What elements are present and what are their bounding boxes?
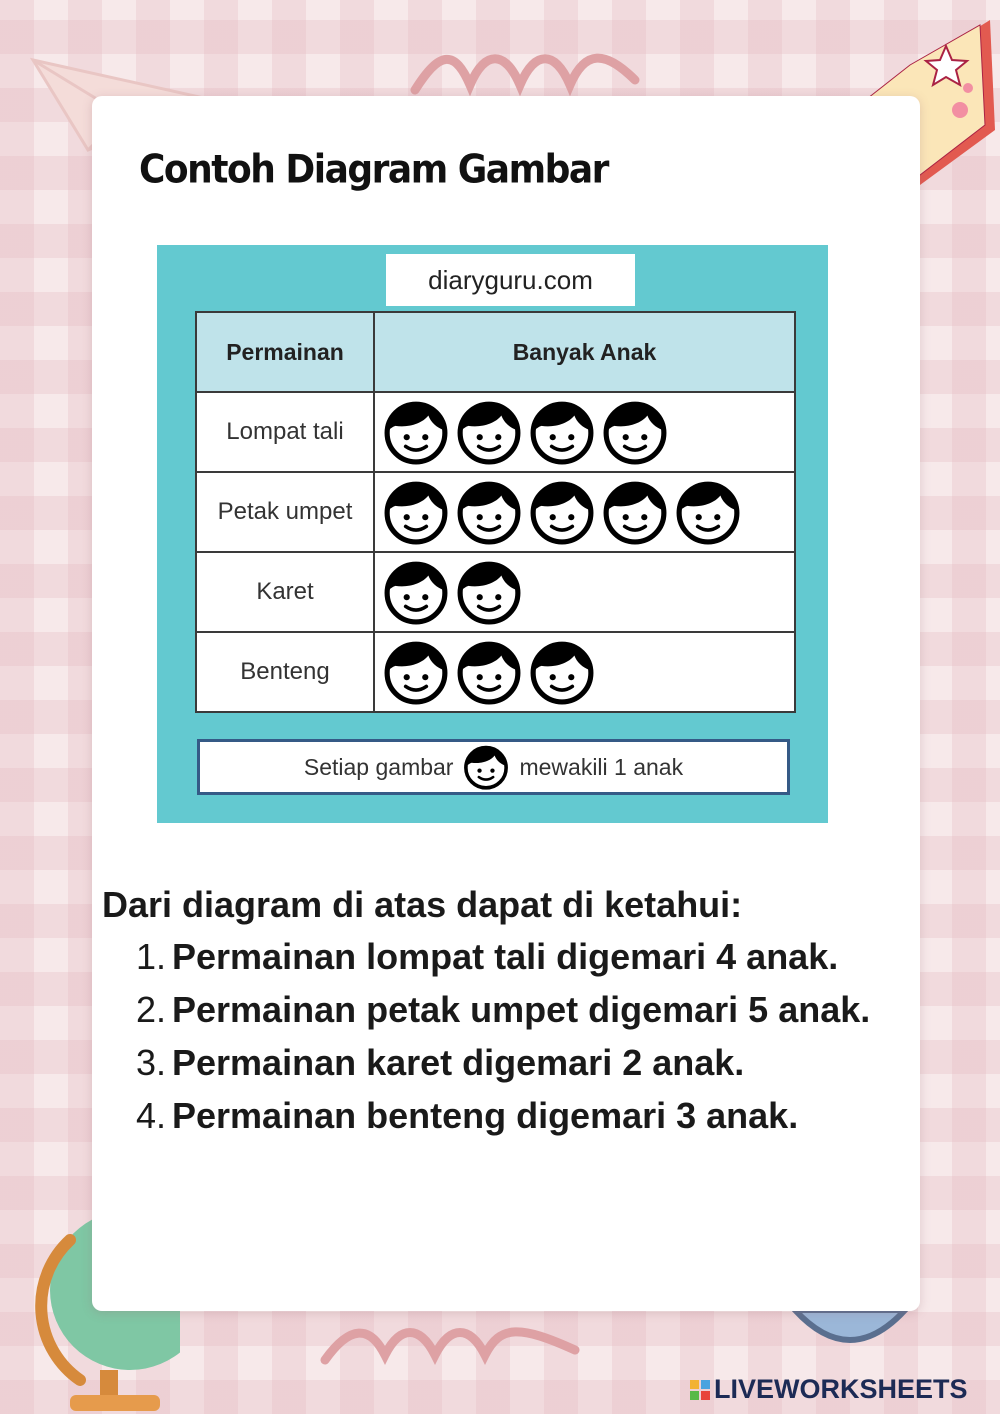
row-label-benteng: Benteng xyxy=(196,632,374,712)
row-faces xyxy=(374,552,795,632)
face-icon xyxy=(456,479,522,545)
list-number: 4. xyxy=(135,1095,166,1136)
column-header-game: Permainan xyxy=(196,312,374,392)
list-item xyxy=(102,1036,908,1089)
face-icon xyxy=(383,639,449,705)
legend-face-icon xyxy=(463,744,509,790)
table-header-row xyxy=(196,312,795,392)
face-icon xyxy=(602,399,668,465)
list-number: 3. xyxy=(135,1042,166,1083)
list-text: Permainan lompat tali digemari 4 anak. xyxy=(172,936,839,977)
legend-text-before: Setiap gambar xyxy=(303,753,454,780)
row-faces xyxy=(374,632,795,712)
row-label-lompat-tali: Lompat tali xyxy=(196,392,374,472)
row-label-karet: Karet xyxy=(196,552,374,632)
list-number: 1. xyxy=(135,936,166,977)
list-item xyxy=(102,930,908,983)
face-icon xyxy=(463,744,509,790)
column-header-count: Banyak Anak xyxy=(374,312,795,392)
list-item xyxy=(102,983,908,1036)
list-item xyxy=(102,1089,908,1142)
liveworksheets-watermark xyxy=(690,1374,968,1405)
list-text: Permainan karet digemari 2 anak. xyxy=(172,1042,745,1083)
summary-intro: Dari diagram di atas dapat di ketahui: xyxy=(102,884,743,925)
face-icon xyxy=(456,399,522,465)
summary-section xyxy=(102,880,908,1142)
site-label: diaryguru.com xyxy=(386,254,635,306)
squiggle-bottom-decoration-icon xyxy=(320,1320,580,1380)
face-icon xyxy=(456,639,522,705)
face-icon xyxy=(383,479,449,545)
face-icon xyxy=(529,639,595,705)
row-label-petak-umpet: Petak umpet xyxy=(196,472,374,552)
liveworksheets-logo-icon xyxy=(690,1380,710,1400)
summary-list xyxy=(102,930,908,1142)
row-faces xyxy=(374,472,795,552)
row-faces xyxy=(374,392,795,472)
face-icon xyxy=(383,399,449,465)
table-row xyxy=(196,392,795,472)
watermark-text: LIVEWORKSHEETS xyxy=(714,1374,968,1404)
table-row xyxy=(196,472,795,552)
face-icon xyxy=(529,479,595,545)
list-number: 2. xyxy=(135,989,166,1030)
face-icon xyxy=(529,399,595,465)
page-title: Contoh Diagram Gambar xyxy=(139,148,608,193)
pictogram-table xyxy=(195,311,796,713)
table-row xyxy=(196,632,795,712)
face-icon xyxy=(383,559,449,625)
legend-text-after: mewakili 1 anak xyxy=(519,753,684,780)
table-row xyxy=(196,552,795,632)
pictogram-legend xyxy=(197,739,790,795)
face-icon xyxy=(675,479,741,545)
list-text: Permainan petak umpet digemari 5 anak. xyxy=(172,989,871,1030)
face-icon xyxy=(456,559,522,625)
list-text: Permainan benteng digemari 3 anak. xyxy=(172,1095,799,1136)
face-icon xyxy=(602,479,668,545)
